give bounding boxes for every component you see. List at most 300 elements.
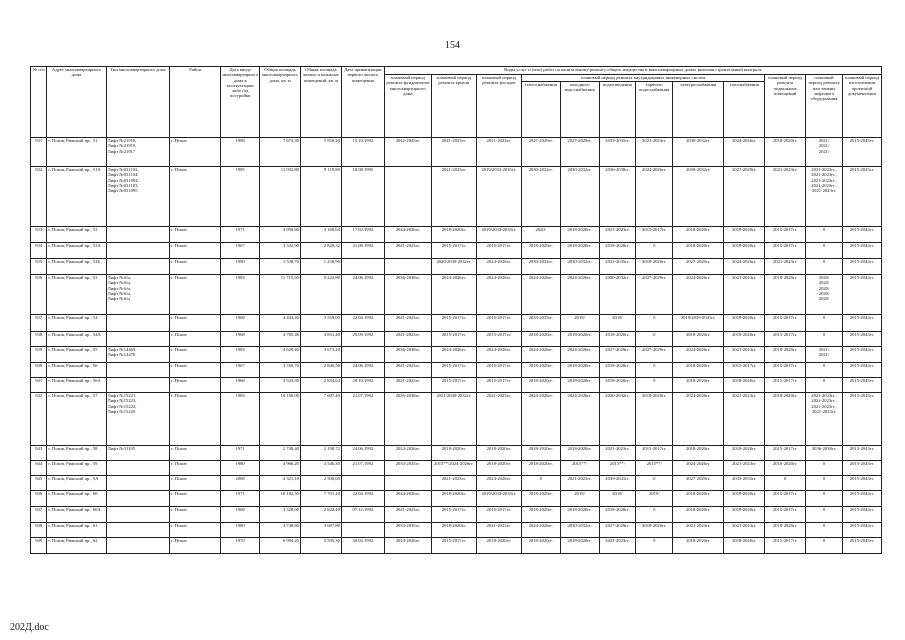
cell-proj: 2015-2043гг. (842, 538, 881, 554)
cell-facade: 2018-2020гг. (476, 461, 521, 476)
cell-foundation: 2033-2035гг. (384, 523, 431, 538)
cell-elec: 2027-2029гг. (673, 259, 724, 275)
cell-gas: 2018-2020гг. (724, 243, 765, 259)
cell-proj: 2015-2043гг. (842, 167, 881, 227)
cell-district: г. Псков (170, 138, 221, 167)
cell-elev: 0 (806, 491, 843, 507)
cell-elev: 0 (806, 315, 843, 332)
cell-year: 1995 (221, 167, 260, 227)
cell-gas: 2018-2020гг. (724, 315, 765, 332)
cell-facade: 2024-2026гг. (476, 476, 521, 491)
cell-sewer: 2019/ (599, 315, 636, 332)
cell-base: 2015-2017гг. (765, 507, 806, 523)
cell-hot: 0 (636, 378, 673, 393)
cell-hot: 2018-2020гг. (636, 523, 673, 538)
cell-type: Лифт №031102, Лифт №031104, Лифт №031094, Лифт №031103, Лифт №031095 (106, 167, 169, 227)
cell-district: г. Псков (170, 243, 221, 259)
cell-hot: 0 (636, 243, 673, 259)
table-row (31, 275, 882, 315)
cell-type (106, 461, 169, 476)
table-row (31, 138, 882, 167)
cell-year: 1988 (221, 138, 260, 167)
cell-elev: 0 (806, 243, 843, 259)
cell-cold: 2024-2026гг. (560, 275, 599, 315)
cell-address: г. Псков, Рижский пр., 60А (47, 507, 106, 523)
col-basement-header: плановый период ремонта подвальных помещений (765, 75, 806, 138)
cell-facade: 2018-2020гг. (476, 446, 521, 461)
col-gas-header: газоснабжения (724, 82, 765, 138)
cell-cold: 2018-2020гг. (560, 332, 599, 347)
cell-priv (341, 259, 384, 275)
cell-heat: 2030-2032гг. (521, 259, 560, 275)
cell-gas: 2024-2026гг. (724, 259, 765, 275)
cell-res: 4 546,30 (300, 461, 341, 476)
cell-facade: 2021-2023гг. (476, 393, 521, 446)
cell-res: 2 822,40 (300, 507, 341, 523)
page-number: 154 (445, 40, 460, 51)
cell-foundation: 2024-2026гг. (384, 446, 431, 461)
cell-year: 1968 (221, 507, 260, 523)
cell-district: г. Псков (170, 363, 221, 378)
cell-base: 2015-2017гг. (765, 363, 806, 378)
cell-proj: 2015-2043гг. (842, 243, 881, 259)
cell-year: 1983 (221, 347, 260, 363)
cell-heat: 2018-2020гг. (521, 446, 560, 461)
cell-base: 2018-2020гг. (765, 138, 806, 167)
cell-sewer: 2019/ (599, 491, 636, 507)
col-address-header: Адрес многоквартирного дома (47, 67, 106, 138)
col-elevator-header: плановый период ремонта или замены лифтового оборудования (806, 75, 843, 138)
cell-base: 0 (765, 476, 806, 491)
cell-heat: 2024-2026гг. (521, 393, 560, 446)
cell-gas: 2018-2020гг. (724, 491, 765, 507)
cell-address: г. Псков, Рижский пр., 5А (47, 476, 106, 491)
cell-cold: 2018-2020гг. (560, 227, 599, 243)
cell-roof: 2015-2017гг. (431, 363, 476, 378)
cell-cold: 2019/ (560, 315, 599, 332)
cell-hot: 2015-2017гг. (636, 446, 673, 461)
cell-address: г. Псков, Рижский пр., 53 (47, 275, 106, 315)
cell-type: Лифт №б/н, Лифт №б/н, Лифт №б/н, Лифт №б/н, Лифт №б/н (106, 275, 169, 315)
cell-roof: 2015**/2024-2026гг. (431, 461, 476, 476)
cell-elec: 2030-2032гг. (673, 138, 724, 167)
cell-elec: 2027-2029гг. (673, 476, 724, 491)
cell-elec: 2021-2023гг. (673, 523, 724, 538)
table-row (31, 167, 882, 227)
col-cold-water-header: холодного водоснабжения (560, 82, 599, 138)
cell-address: г. Псков, Рижский пр., 52А (47, 243, 106, 259)
cell-elev: 0 (806, 363, 843, 378)
cell-base: 2018-2020гг. (765, 347, 806, 363)
cell-year: 1971 (221, 491, 260, 507)
cell-heat: 2018-2020гг. (521, 461, 560, 476)
cell-heat: 2018-2020гг. (521, 332, 560, 347)
cell-base: 2015-2017гг. (765, 446, 806, 461)
cell-total: 4 785,46 (260, 332, 301, 347)
cell-heat: 2024-2026гг. (521, 347, 560, 363)
cell-heat: 2030-2032гг. (521, 167, 560, 227)
cell-facade: 2018-2020гг. (476, 538, 521, 554)
cell-gas: 2015-2017гг. (724, 363, 765, 378)
cell-sewer: 2018-2020гг. (599, 332, 636, 347)
cell-sewer: 2021-2023гг. (599, 446, 636, 461)
cell-total: 6 994,20 (260, 538, 301, 554)
cell-priv: 29.09.1992 (341, 332, 384, 347)
cell-type: Лифт №31105 (106, 446, 169, 461)
cell-total: 3 543,30 (260, 378, 301, 393)
cell-roof: 2021-2023гг. (431, 138, 476, 167)
cell-foundation: 2024-2026гг. (384, 227, 431, 243)
cell-res: 9 119,80 (300, 167, 341, 227)
cell-type (106, 538, 169, 554)
cell-no: 947 (31, 507, 47, 523)
cell-res: 2 500,60 (300, 476, 341, 491)
cell-priv (341, 523, 384, 538)
cell-heat: 2018-2020гг. (521, 507, 560, 523)
cell-elev: 0 (806, 259, 843, 275)
cell-sewer: 2027-2029гг. (599, 523, 636, 538)
cell-base: 2021-2023гг. (765, 167, 806, 227)
table-row (31, 507, 882, 523)
cell-sewer: 2018-2020гг. (599, 363, 636, 378)
cell-year: 1983 (221, 275, 260, 315)
cell-gas: 2024-2026гг. (724, 138, 765, 167)
cell-heat: 2018-2020гг. (521, 243, 560, 259)
cell-proj: 2015-2043гг. (842, 446, 881, 461)
cell-res: 7 607,40 (300, 393, 341, 446)
cell-district: г. Псков (170, 167, 221, 227)
cell-cold: 2018-2020гг. (560, 243, 599, 259)
cell-roof: 2015-2017гг. (431, 378, 476, 393)
cell-hot: 2027-2029гг. (636, 347, 673, 363)
repair-schedule-table (30, 66, 882, 554)
col-sewer-header: водоотведения (599, 82, 636, 138)
cell-gas: 2021-2023гг. (724, 523, 765, 538)
cell-base: 2015-2017гг. (765, 315, 806, 332)
cell-heat: 0 (521, 476, 560, 491)
cell-heat: 2018-2020гг. (521, 363, 560, 378)
cell-foundation (384, 476, 431, 491)
cell-foundation: 2024-2026гг. (384, 491, 431, 507)
cell-res: 2 840,56 (300, 363, 341, 378)
cell-total: 4 748,80 (260, 523, 301, 538)
cell-type (106, 332, 169, 347)
cell-priv: 22.04.1992 (341, 491, 384, 507)
cell-sewer: 2021-2023гг. (599, 538, 636, 554)
cell-facade: 2015-2017гг. (476, 243, 521, 259)
cell-proj: 2015-2043гг. (842, 315, 881, 332)
cell-address: г. Псков, Рижский пр., 52Б (47, 259, 106, 275)
cell-priv: 28.10.1992 (341, 378, 384, 393)
cell-roof: 2018-2020гг. (431, 446, 476, 461)
table-row (31, 378, 882, 393)
col-year-header: Дата ввода многоквартирного дома в эксплуатацию либо год постройки (221, 67, 260, 138)
table-header (31, 67, 882, 138)
cell-address: г. Псков, Рижский пр., 60 (47, 491, 106, 507)
cell-year: 1970 (221, 538, 260, 554)
cell-priv (341, 347, 384, 363)
cell-address: г. Псков, Рижский пр., 56А (47, 378, 106, 393)
cell-elev: 2036-2038гг. (806, 446, 843, 461)
cell-proj: 2015-2043гг. (842, 476, 881, 491)
cell-cold: 2024-2026гг. (560, 393, 599, 446)
cell-sewer: 2036-2038гг. (599, 167, 636, 227)
cell-hot: 0 (636, 476, 673, 491)
cell-address: г. Псков, Рижский пр., 51А (47, 167, 106, 227)
cell-district: г. Псков (170, 446, 221, 461)
cell-gas: 2021-2023гг. (724, 275, 765, 315)
cell-district: г. Псков (170, 332, 221, 347)
cell-roof: 2018-2020гг. (431, 523, 476, 538)
cell-district: г. Псков (170, 538, 221, 554)
cell-proj: 2015-2043гг. (842, 507, 881, 523)
cell-no: 933 (31, 227, 47, 243)
cell-cold: 2018-2020гг. (560, 378, 599, 393)
cell-priv: 17.02.1992 (341, 227, 384, 243)
cell-roof: 2020/2030-2032гг. (431, 259, 476, 275)
cell-base: 2018-2020гг. (765, 393, 806, 446)
cell-district: г. Псков (170, 393, 221, 446)
col-type-header: Тип многоквартирного дома (106, 67, 169, 138)
cell-no: 932 (31, 167, 47, 227)
cell-district: г. Псков (170, 275, 221, 315)
table-row (31, 243, 882, 259)
cell-elev: 0 (806, 227, 843, 243)
cell-heat: 2027-2029гг. (521, 138, 560, 167)
cell-priv: 21.07.1992 (341, 461, 384, 476)
cell-foundation (384, 167, 431, 227)
cell-heat: 2018-2020гг. (521, 538, 560, 554)
cell-cold: 2021-2023гг. (560, 476, 599, 491)
cell-res: 3 673,20 (300, 347, 341, 363)
cell-res: 2 828,32 (300, 243, 341, 259)
col-project-header: плановый период изготовления проектной документации (842, 75, 881, 138)
cell-address: г. Псков, Рижский пр., 58 (47, 446, 106, 461)
cell-elec: 2024-2026гг. (673, 275, 724, 315)
cell-heat: 2024-2026гг. (521, 523, 560, 538)
cell-roof: 2015-2017гг. (431, 507, 476, 523)
col-facade-header: плановый период ремонта фасадов (476, 75, 521, 138)
cell-type (106, 259, 169, 275)
cell-address: г. Псков, Рижский пр., 54 (47, 315, 106, 332)
cell-cold: 2030-2032гг. (560, 259, 599, 275)
cell-priv: 21.07.1992 (341, 393, 384, 446)
cell-type (106, 476, 169, 491)
cell-hot: 0 (636, 315, 673, 332)
cell-cold: 2030-2032гг. (560, 523, 599, 538)
cell-type (106, 523, 169, 538)
cell-base: 2015-2017гг. (765, 243, 806, 259)
cell-gas: 2021-2023гг. (724, 461, 765, 476)
cell-hot: 2018-2020гг. (636, 393, 673, 446)
col-no-header: № п/п (31, 67, 47, 138)
cell-roof: 2015-2017гг. (431, 538, 476, 554)
cell-foundation: 2042-2043гг. (384, 138, 431, 167)
cell-heat: 2018-2020гг. (521, 491, 560, 507)
cell-address: г. Псков, Рижский пр., 59 (47, 461, 106, 476)
cell-elev: 2021/ 2021/ (806, 347, 843, 363)
table-row (31, 315, 882, 332)
cell-hot: 0 (636, 332, 673, 347)
cell-res: 3 831,40 (300, 332, 341, 347)
cell-gas: 2021-2023гг. (724, 347, 765, 363)
cell-elev: 0 (806, 507, 843, 523)
cell-roof: 2018-2020гг. (431, 491, 476, 507)
cell-address: г. Псков, Рижский пр., 52 (47, 227, 106, 243)
cell-gas: 2018-2020гг. (724, 538, 765, 554)
cell-elev: 0 (806, 378, 843, 393)
cell-facade: 2024-2026гг. (476, 275, 521, 315)
cell-proj: 2015-2043гг. (842, 259, 881, 275)
cell-elev: 2021-2023гг., 2021-2023гг., 2021-2023гг., 2021-2023гг. (806, 393, 843, 446)
cell-no: 949 (31, 538, 47, 554)
cell-sewer: 2039-2041гг. (599, 476, 636, 491)
cell-roof: 2021-2023гг. (431, 476, 476, 491)
cell-cold: 2019/ (560, 491, 599, 507)
cell-year: 1968 (221, 332, 260, 347)
cell-elec: 2018-2020гг. (673, 446, 724, 461)
cell-address: г. Псков, Рижский пр., 57 (47, 393, 106, 446)
cell-priv: 22.04.1992 (341, 315, 384, 332)
cell-type (106, 227, 169, 243)
cell-type (106, 315, 169, 332)
cell-type (106, 378, 169, 393)
cell-base: 2021-2023гг. (765, 259, 806, 275)
table-row (31, 461, 882, 476)
table-body (31, 138, 882, 554)
cell-sewer: 2015**/ (599, 461, 636, 476)
cell-foundation: 2021-2023гг. (384, 378, 431, 393)
table-row (31, 332, 882, 347)
cell-roof: 2018-2020гг. (431, 227, 476, 243)
cell-address: г. Псков, Рижский пр., 54А (47, 332, 106, 347)
cell-type (106, 491, 169, 507)
cell-foundation: 2033-2035гг. (384, 461, 431, 476)
cell-facade: 2021-2023гг. (476, 523, 521, 538)
cell-hot: 2015**/ (636, 461, 673, 476)
table-row (31, 538, 882, 554)
cell-elec: 2024-2026гг. (673, 393, 724, 446)
col-priv-date-header: Дата приватизации первого жилого помещения (341, 67, 384, 138)
table-row (31, 227, 882, 243)
cell-res: 9 223,80 (300, 275, 341, 315)
document-filename: 202Д.doc (10, 622, 49, 633)
cell-elev: 2020/ 2020/ 2020/ 2020/ 2020/ (806, 275, 843, 315)
table-row (31, 523, 882, 538)
table-row (31, 393, 882, 446)
cell-address: г. Псков, Рижский пр., 56 (47, 363, 106, 378)
cell-heat: 2024-2026гг. (521, 275, 560, 315)
cell-sewer: 2018-2020гг. (599, 378, 636, 393)
cell-priv: 07.12.1992 (341, 507, 384, 523)
table-row (31, 347, 882, 363)
cell-total: 10 182,50 (260, 491, 301, 507)
cell-proj: 2015-2043гг. (842, 363, 881, 378)
cell-elec: 2018-2020гг. (673, 491, 724, 507)
cell-gas: 2033-2035гг. (724, 476, 765, 491)
cell-proj: 2015-2043гг. (842, 227, 881, 243)
cell-sewer: 2033-2035гг. (599, 259, 636, 275)
cell-cold: 2018-2020гг. (560, 507, 599, 523)
cell-roof: 2024-2026гг. (431, 275, 476, 315)
cell-sewer: 2021-2023гг. (599, 227, 636, 243)
cell-cold: 2018-2020гг. (560, 446, 599, 461)
cell-no: 944 (31, 461, 47, 476)
col-district-header: Район (170, 67, 221, 138)
col-electric-header: электроснабжения (673, 82, 724, 138)
cell-facade: 2015-2017гг. (476, 315, 521, 332)
cell-gas: 2018-2020гг. (724, 332, 765, 347)
cell-no: 936 (31, 275, 47, 315)
cell-base: 2015-2017гг. (765, 227, 806, 243)
cell-gas: 2027-2029гг. (724, 167, 765, 227)
cell-total: 1 538,70 (260, 259, 301, 275)
cell-base: 2015-2017гг. (765, 332, 806, 347)
cell-facade: 2019/2033-2035гг. (476, 167, 521, 227)
cell-heat: 2018-2020гг. (521, 378, 560, 393)
cell-hot: 2024-2026гг. (636, 167, 673, 227)
cell-priv: 13.10.1992 (341, 138, 384, 167)
cell-no: 931 (31, 138, 47, 167)
table-row (31, 446, 882, 461)
table-row (31, 259, 882, 275)
cell-hot: 0 (636, 363, 673, 378)
cell-hot: 2015-2017гг. (636, 227, 673, 243)
cell-cold: 2018-2020гг. (560, 363, 599, 378)
cell-no: 935 (31, 259, 47, 275)
cell-res: 1 230,96 (300, 259, 341, 275)
cell-no: 934 (31, 243, 47, 259)
cell-cold: 2018-2020гг. (560, 538, 599, 554)
cell-facade: 2015-2017гг. (476, 363, 521, 378)
cell-elev: 2021/ 2021/ 2021/ (806, 138, 843, 167)
cell-facade: 2015-2017гг. (476, 507, 521, 523)
cell-elec: 2019/2039-2041гг. (673, 315, 724, 332)
cell-base: 2015-2017гг. (765, 378, 806, 393)
cell-facade: 2021-2023гг. (476, 138, 521, 167)
cell-facade: 2015-2017гг. (476, 332, 521, 347)
cell-type: Лифт №21918, Лифт №21919, Лифт №21917 (106, 138, 169, 167)
cell-roof: 2021/2030-2032гг. (431, 393, 476, 446)
cell-total: 4 966,20 (260, 461, 301, 476)
cell-total: 10 196,00 (260, 393, 301, 446)
cell-elec: 2018-2020гг. (673, 507, 724, 523)
col-res-area-header: Общая площадь жилых и нежилых помещений, кв. м (300, 67, 341, 138)
cell-no: 945 (31, 476, 47, 491)
cell-elec: 2030-2032гг. (673, 167, 724, 227)
cell-elec: 2024-2026гг. (673, 347, 724, 363)
cell-hot: 0 (636, 538, 673, 554)
cell-elec: 2018-2020гг. (673, 243, 724, 259)
cell-elec: 2018-2020гг. (673, 363, 724, 378)
cell-elev: 2021-2023гг., 2021-2023гг., 2021-2023гг., 2021-2023гг., 2021-2023гг. (806, 167, 843, 227)
cell-district: г. Псков (170, 315, 221, 332)
cell-base: 2018-2020гг. (765, 523, 806, 538)
cell-roof: 2015-2017гг. (431, 332, 476, 347)
cell-type: Лифт №14469, Лифт №14470 (106, 347, 169, 363)
cell-no: 937 (31, 315, 47, 332)
cell-district: г. Псков (170, 476, 221, 491)
cell-total: 4 443,40 (260, 315, 301, 332)
cell-elec: 2024-2026гг. (673, 461, 724, 476)
cell-no: 942 (31, 393, 47, 446)
cell-gas: 2018-2020гг. (724, 378, 765, 393)
cell-foundation: 2036-2038гг. (384, 347, 431, 363)
cell-proj: 2015-2043гг. (842, 461, 881, 476)
col-hot-water-header: горячего водоснабжения (636, 82, 673, 138)
col-total-area-header: Общая площадь многоквартирного дома, кв. м (260, 67, 301, 138)
cell-total: 3 950,80 (260, 227, 301, 243)
